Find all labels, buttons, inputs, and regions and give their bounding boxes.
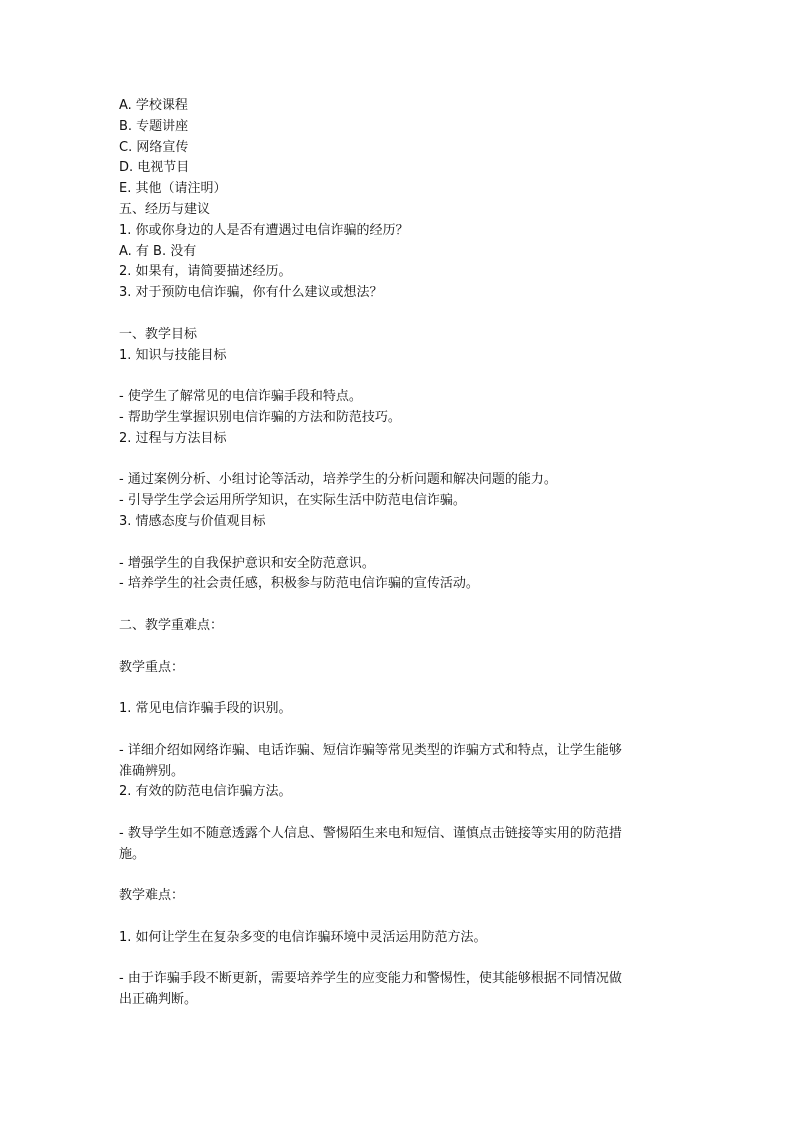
blank-line (119, 304, 679, 325)
numbered-item: 2. 有效的防范电信诈骗方法。 (119, 784, 292, 800)
blank-line (119, 533, 679, 554)
bullet-item: - 培养学生的社会责任感，积极参与防范电信诈骗的宣传活动。 (119, 576, 479, 592)
blank-line (119, 907, 679, 928)
blank-line (119, 366, 679, 387)
option-d: D. 电视节目 (119, 160, 190, 176)
subheading: 1. 知识与技能目标 (119, 347, 227, 363)
section-heading: 二、教学重难点： (119, 617, 224, 633)
section-heading: 一、教学目标 (119, 326, 198, 342)
section-heading: 五、经历与建议 (119, 201, 211, 217)
blank-line (119, 949, 679, 970)
bullet-item-continued: 出正确判断。 (119, 992, 198, 1008)
blank-line (119, 720, 679, 741)
bullet-item: - 通过案例分析、小组讨论等活动，培养学生的分析问题和解决问题的能力。 (119, 472, 557, 488)
subheading: 3. 情感态度与价值观目标 (119, 513, 266, 529)
bullet-item: - 使学生了解常见的电信诈骗手段和特点。 (119, 389, 362, 405)
subheading: 教学难点： (119, 888, 185, 904)
numbered-item: 1. 常见电信诈骗手段的识别。 (119, 701, 292, 717)
bullet-item-continued: 施。 (119, 846, 146, 862)
bullet-item: - 教导学生如不随意透露个人信息、警惕陌生来电和短信、谨慎点击链接等实用的防范措 (119, 825, 622, 841)
question: 1. 你或你身边的人是否有遭遇过电信诈骗的经历？ (119, 222, 409, 238)
question: 3. 对于预防电信诈骗，你有什么建议或想法？ (119, 285, 383, 301)
blank-line (119, 678, 679, 699)
blank-line (119, 595, 679, 616)
question: 2. 如果有，请简要描述经历。 (119, 264, 292, 280)
blank-line (119, 637, 679, 658)
bullet-item: - 帮助学生掌握识别电信诈骗的方法和防范技巧。 (119, 409, 401, 425)
document-body (119, 96, 679, 1011)
numbered-item: 1. 如何让学生在复杂多变的电信诈骗环境中灵活运用防范方法。 (119, 929, 487, 945)
subheading: 2. 过程与方法目标 (119, 430, 227, 446)
subheading: 教学重点： (119, 659, 185, 675)
blank-line (119, 450, 679, 471)
answer-options: A. 有 B. 没有 (119, 243, 197, 259)
option-b: B. 专题讲座 (119, 118, 189, 134)
bullet-item: - 增强学生的自我保护意识和安全防范意识。 (119, 555, 375, 571)
bullet-item: - 详细介绍如网络诈骗、电话诈骗、短信诈骗等常见类型的诈骗方式和特点，让学生能够 (119, 742, 622, 758)
option-a: A. 学校课程 (119, 98, 188, 113)
blank-line (119, 865, 679, 886)
bullet-item-continued: 准确辨别。 (119, 763, 185, 779)
bullet-item: - 由于诈骗手段不断更新，需要培养学生的应变能力和警惕性，使其能够根据不同情况做 (119, 971, 622, 987)
option-e: E. 其他（请注明） (119, 181, 227, 197)
option-c: C. 网络宣传 (119, 139, 189, 155)
blank-line (119, 803, 679, 824)
bullet-item: - 引导学生学会运用所学知识，在实际生活中防范电信诈骗。 (119, 493, 466, 509)
